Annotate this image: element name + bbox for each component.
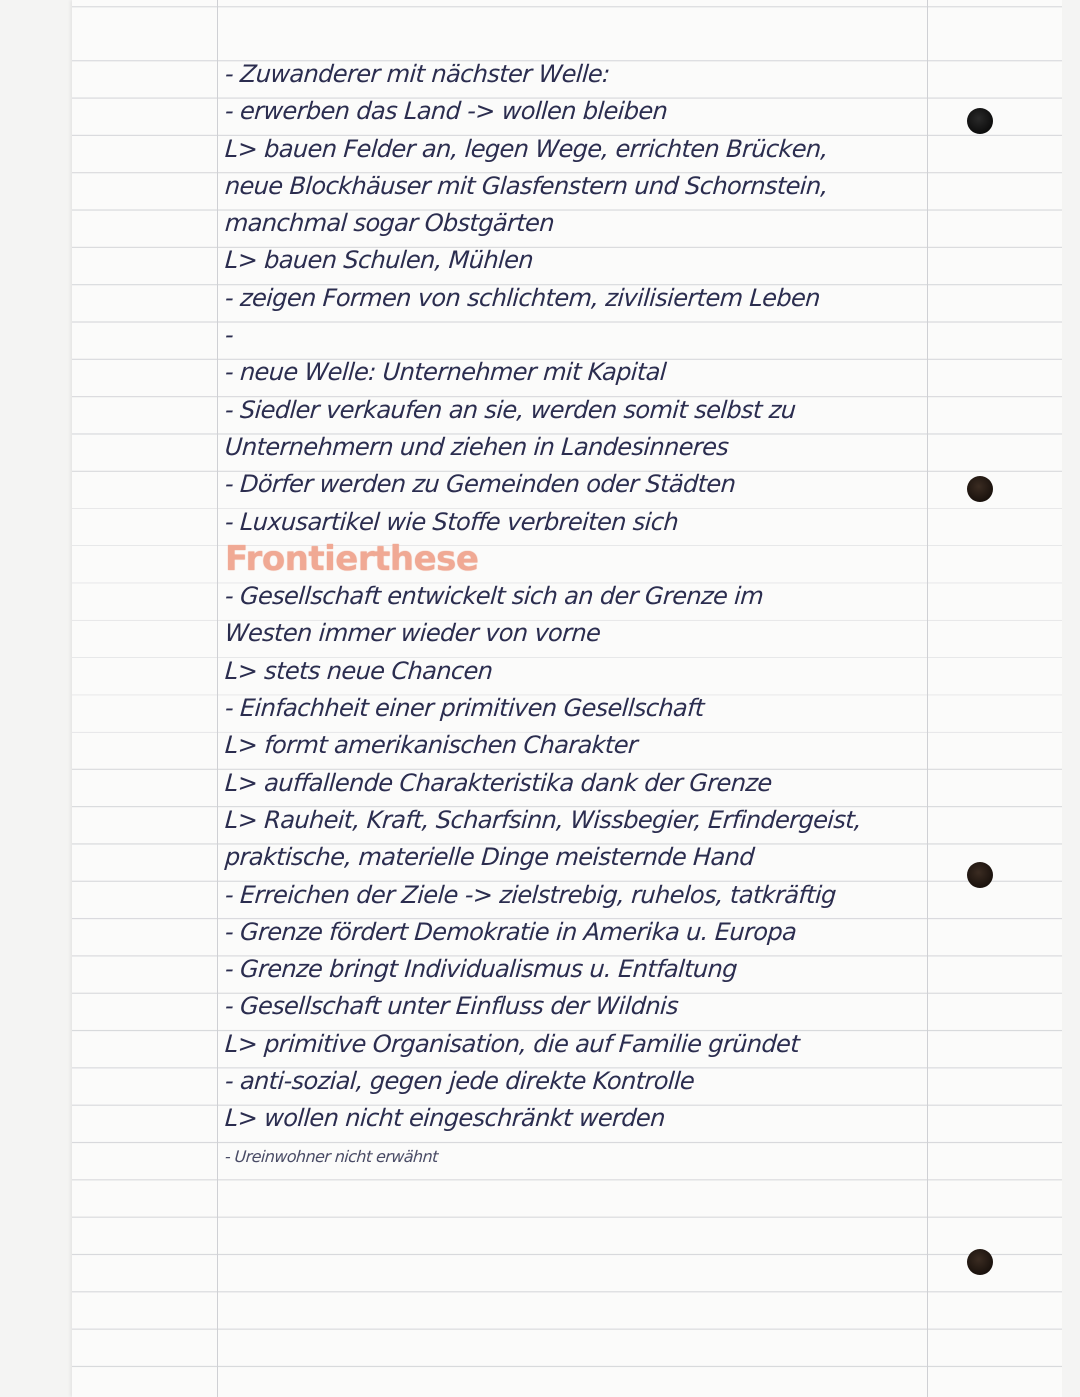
punch-hole — [967, 476, 993, 502]
note-line: L> auffallende Charakteristika dank der Grenze — [224, 768, 773, 797]
note-line: - Einfachheit einer primitiven Gesellschaft — [224, 694, 705, 723]
note-line: - Gesellschaft unter Einfluss der Wildnis — [224, 992, 680, 1021]
punch-hole — [967, 1249, 993, 1275]
note-line: praktische, materielle Dinge meisternde Hand — [224, 843, 756, 872]
note-line: - — [224, 321, 235, 350]
note-line: - Grenze bringt Individualismus u. Entfaltung — [224, 955, 738, 984]
left-margin-line — [217, 0, 218, 1397]
note-line: - Luxusartikel wie Stoffe verbreiten sich — [224, 507, 680, 536]
note-line: - anti-sozial, gegen jede direkte Kontrolle — [224, 1067, 696, 1096]
footnote-line: - Ureinwohner nicht erwähnt — [224, 1146, 439, 1166]
punch-hole — [967, 862, 993, 888]
note-line: - Dörfer werden zu Gemeinden oder Städten — [224, 470, 737, 499]
punch-hole — [967, 108, 993, 134]
note-line: - Gesellschaft entwickelt sich an der Grenze im — [224, 582, 765, 611]
note-line: manchmal sogar Obstgärten — [224, 209, 555, 238]
note-line: - Grenze fördert Demokratie in Amerika u. Europa — [224, 917, 798, 946]
note-line: - erwerben das Land -> wollen bleiben — [224, 97, 669, 126]
section-heading: Frontierthese — [225, 538, 479, 579]
note-line: - Erreichen der Ziele -> zielstrebig, ruhelos, tatkräftig — [224, 880, 837, 909]
note-line: L> stets neue Chancen — [224, 656, 494, 685]
handwritten-notes — [225, 56, 945, 1175]
note-line: - Zuwanderer mit nächster Welle: — [224, 60, 611, 88]
note-line: - Siedler verkaufen an sie, werden somit selbst zu — [224, 395, 797, 424]
note-line: L> bauen Schulen, Mühlen — [224, 246, 535, 275]
note-line: L> Rauheit, Kraft, Scharfsinn, Wissbegier, Erfindergeist, — [224, 805, 863, 834]
note-line: L> bauen Felder an, legen Wege, errichten Brücken, — [224, 134, 829, 163]
note-line: - neue Welle: Unternehmer mit Kapital — [224, 358, 668, 387]
note-line: L> formt amerikanischen Charakter — [224, 731, 639, 760]
note-line: Westen immer wieder von vorne — [224, 619, 602, 648]
note-line: L> wollen nicht eingeschränkt werden — [224, 1104, 666, 1133]
note-line: Unternehmern und ziehen in Landesinneres — [224, 432, 730, 461]
note-line: L> primitive Organisation, die auf Familie gründet — [224, 1029, 801, 1058]
note-line: - zeigen Formen von schlichtem, zivilisiertem Leben — [224, 283, 821, 312]
note-line: neue Blockhäuser mit Glasfenstern und Schornstein, — [224, 171, 829, 200]
